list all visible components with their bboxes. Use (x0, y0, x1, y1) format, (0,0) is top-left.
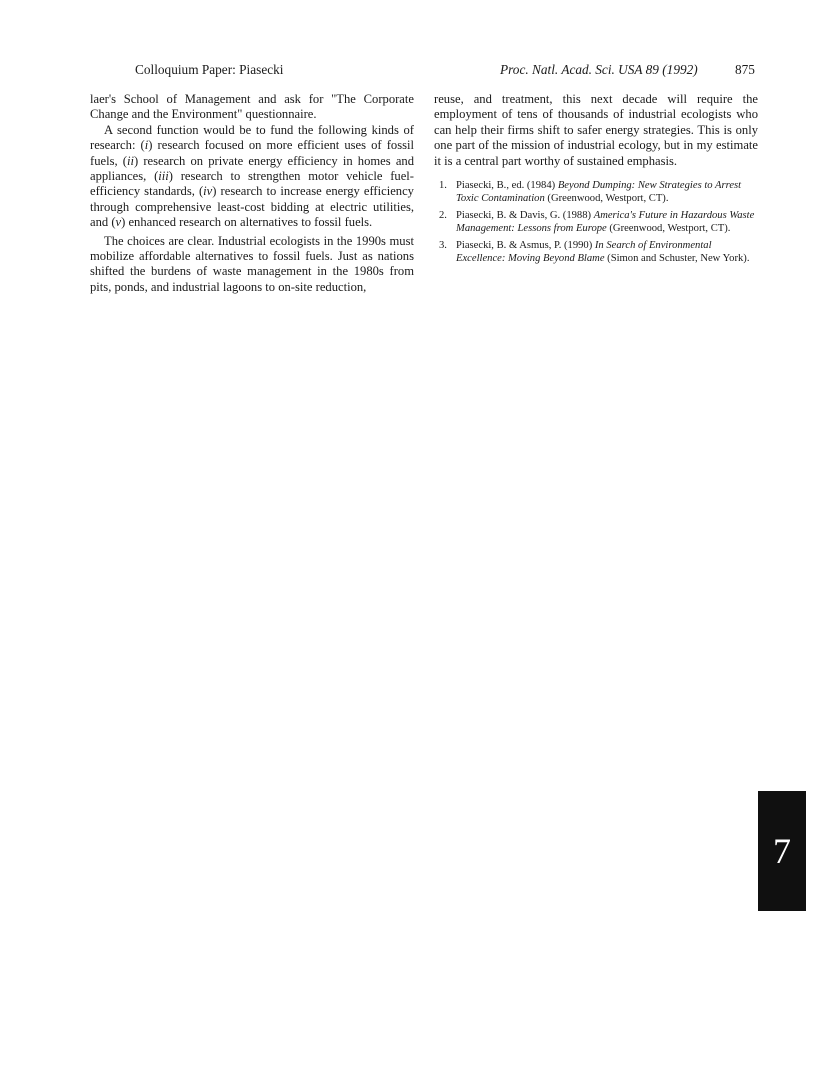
reference-item (434, 209, 758, 236)
text-run: ) enhanced research on alternatives to fossil fuels. (121, 215, 373, 230)
roman-numeral: iii (158, 169, 169, 184)
roman-numeral: i (144, 138, 149, 153)
reference-list (434, 179, 758, 265)
reference-publisher: (Simon and Schuster, New York). (604, 253, 750, 265)
roman-numeral: v (115, 215, 122, 230)
running-header (0, 62, 816, 82)
reference-number: 3. (439, 239, 447, 251)
text-run: ) research focused on more efficient uses of fossil fuels, ( (90, 138, 415, 168)
left-column (90, 92, 414, 295)
paragraph-2 (90, 123, 414, 231)
reference-authors: Piasecki, B., ed. (1984) (456, 180, 558, 192)
text-run: ) research to strengthen motor vehicle fuel-efficiency standards, ( (90, 169, 414, 199)
journal-citation: Proc. Natl. Acad. Sci. USA 89 (1992) (500, 62, 698, 77)
roman-numeral: iv (203, 184, 213, 199)
reference-authors: Piasecki, B. & Asmus, P. (1990) (456, 239, 595, 251)
text-run: A second function would be to fund the following kinds of research: ( (90, 122, 414, 153)
reference-title: In Search of Environmental Excellence: Moving Beyond Blame (456, 239, 712, 265)
reference-title: America's Future in Hazardous Waste Management: Lessons from Europe (456, 209, 755, 235)
text-run: ) research to increase energy efficiency through comprehensive least-cost bidding at electric utilities, and ( (90, 184, 414, 230)
section-number: 7 (773, 831, 791, 871)
reference-publisher: (Greenwood, Westport, CT). (606, 223, 731, 235)
reference-title: Beyond Dumping: New Strategies to Arrest Toxic Contamination (456, 180, 742, 205)
text-run: ) research on private energy efficiency in homes and appliances, ( (90, 153, 415, 184)
running-header-author: Colloquium Paper: Piasecki (135, 62, 284, 77)
reference-number: 1. (439, 180, 447, 192)
page-number: 875 (735, 62, 755, 77)
reference-publisher: (Greenwood, Westport, CT). (544, 193, 669, 205)
reference-authors: Piasecki, B. & Davis, G. (1988) (456, 209, 594, 221)
reference-item (434, 179, 758, 206)
paragraph-3: The choices are clear. Industrial ecologists in the 1990s must mobilize affordable alternatives to fossil fuels. Just as nations shifted the burdens of waste management in the 1980s from pits, ponds, and industrial lagoons to on-site reduction, (90, 233, 414, 294)
paragraph-1: laer's School of Management and ask for "The Corporate Change and the Environment" questionnaire. (90, 92, 414, 122)
reference-number: 2. (439, 209, 447, 221)
section-thumb-tab (758, 791, 806, 911)
right-column (434, 92, 758, 268)
reference-item (434, 239, 758, 266)
paragraph-4: reuse, and treatment, this next decade will require the employment of tens of thousands of industrial ecologists who can help their firms shift to safer energy strategies. This is only one part of the mission of industrial ecology, but in my estimate it is a central part worthy of sustained emphasis. (434, 92, 758, 168)
roman-numeral: ii (127, 153, 134, 168)
